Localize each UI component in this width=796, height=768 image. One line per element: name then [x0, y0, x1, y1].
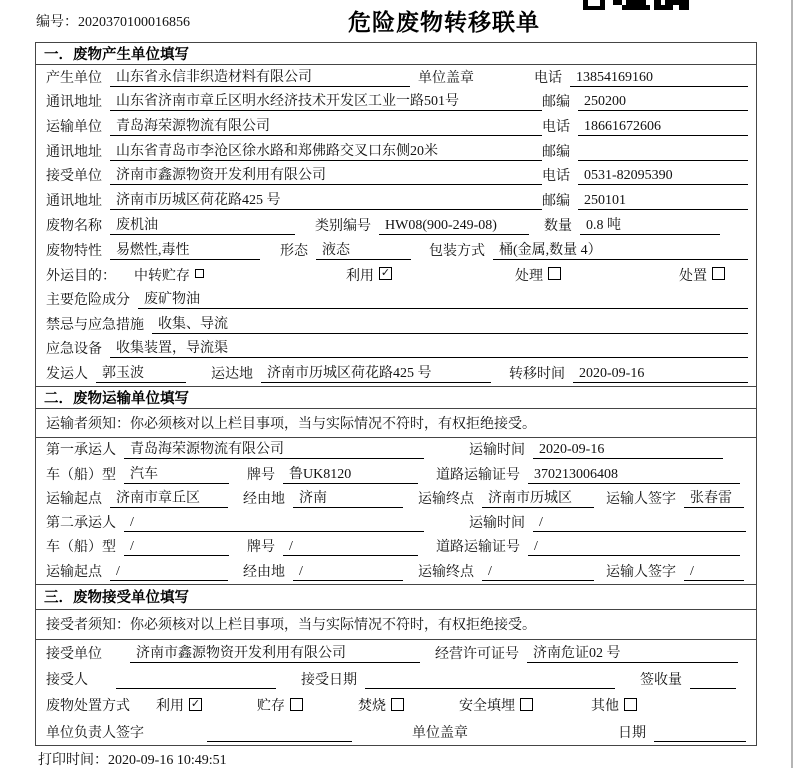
zip1-label: 邮编	[542, 95, 570, 111]
phone3-label: 电话	[542, 169, 570, 185]
phone2-value: 18661672606	[578, 119, 748, 136]
checkbox-icon	[520, 698, 533, 711]
plate1-label: 牌号	[247, 467, 275, 483]
addr3-label: 通讯地址	[46, 194, 102, 210]
carrier1-label: 第一承运人	[46, 443, 116, 459]
disposal-option-landfill	[459, 695, 533, 715]
quantity-value: 0.8 吨	[580, 214, 720, 235]
sign2-value: /	[684, 564, 744, 581]
disposal-option-label: 焚烧	[358, 699, 386, 715]
print-time-label: 打印时间：	[38, 753, 108, 768]
via2-value: /	[293, 564, 403, 581]
packing-value: 桶(金属,数量 4）	[493, 239, 748, 260]
end1-value: 济南市历城区	[482, 487, 594, 508]
carrier2-label: 第二承运人	[46, 516, 116, 532]
zip3-label: 邮编	[542, 194, 570, 210]
carrier1-value: 青岛海荣源物流有限公司	[124, 438, 424, 459]
purpose-label: 外运目的：	[46, 268, 116, 284]
transporter-row	[36, 114, 756, 139]
time1-value: 2020-09-16	[533, 442, 723, 459]
end1-label: 运输终点	[418, 491, 474, 507]
responsible-sign-row	[36, 719, 756, 745]
plate1-value: 鲁UK8120	[283, 463, 418, 484]
section3-header: 三．废物接受单位填写	[36, 584, 756, 610]
vehicle2-label: 车（船）型	[46, 540, 116, 556]
taboo-value: 收集、导流	[152, 313, 748, 334]
checkbox-icon	[391, 698, 404, 711]
addr1-label: 通讯地址	[46, 95, 102, 111]
purpose-option-utilize	[346, 265, 392, 285]
addr3-value: 济南市历城区荷花路425 号	[110, 189, 542, 210]
disposal-option-incinerate	[358, 695, 404, 715]
accept-unit-label: 接受单位	[46, 647, 102, 663]
road-cert2-value: /	[528, 539, 740, 556]
checkbox-icon	[548, 267, 561, 280]
addr2-label: 通讯地址	[46, 144, 102, 160]
accept-date-label: 接受日期	[301, 673, 357, 689]
vehicle2-row	[36, 535, 756, 559]
license-value: 济南危证02 号	[527, 642, 738, 663]
form-value: 液态	[316, 239, 411, 260]
disposal-option-label: 贮存	[257, 699, 285, 715]
time1-label: 运输时间	[469, 443, 525, 459]
via2-label: 经由地	[243, 564, 285, 580]
transfer-time-label: 转移时间	[509, 366, 565, 382]
seal-label: 单位盖章	[418, 70, 474, 86]
waste-characteristics-row	[36, 238, 756, 263]
qr-code-partial-icon	[583, 0, 689, 10]
via1-value: 济南	[293, 487, 403, 508]
unit-seal-label: 单位盖章	[412, 725, 468, 741]
emergency-equipment-row	[36, 337, 756, 362]
purpose-option-transfer-storage	[134, 265, 204, 285]
zip2-label: 邮编	[542, 144, 570, 160]
date-value	[654, 725, 746, 742]
waste-name-value: 废机油	[110, 214, 295, 235]
accept-date-value	[365, 672, 615, 689]
received-qty-label: 签收量	[640, 673, 682, 689]
checkbox-icon: ✓	[380, 267, 391, 280]
phone3-value: 0531-82095390	[578, 168, 748, 185]
disposal-label: 废物处置方式	[46, 699, 130, 715]
producer-label: 产生单位	[46, 70, 102, 86]
sign1-value: 张春雷	[684, 487, 744, 508]
quantity-label: 数量	[544, 218, 572, 234]
serial-number: 2020370100016856	[78, 15, 190, 30]
origin2-label: 运输起点	[46, 564, 102, 580]
zip3-value: 250101	[578, 193, 748, 210]
taboo-label: 禁忌与应急措施	[46, 317, 144, 333]
road-cert1-label: 道路运输证号	[436, 467, 520, 483]
transfer-manifest-form	[35, 42, 757, 746]
disposal-option-utilize	[156, 695, 202, 715]
acceptor-row	[36, 666, 756, 692]
origin2-value: /	[110, 564, 228, 581]
section1-header: 一．废物产生单位填写	[36, 43, 756, 65]
disposal-option-other	[591, 695, 637, 715]
origin1-label: 运输起点	[46, 491, 102, 507]
characteristics-value: 易燃性,毒性	[110, 239, 260, 260]
sign1-label: 运输人签字	[606, 491, 676, 507]
transporter-value: 青岛海荣源物流有限公司	[110, 115, 542, 136]
purpose-option-label: 处理	[515, 268, 543, 284]
print-time-value: 2020-09-16 10:49:51	[108, 753, 227, 768]
plate2-label: 牌号	[247, 540, 275, 556]
responsible-sign-value	[207, 725, 352, 742]
form-label: 形态	[280, 243, 308, 259]
shipper-row	[36, 361, 756, 386]
purpose-option-dispose	[679, 265, 725, 285]
receiver-value: 济南市鑫源物资开发利用有限公司	[110, 164, 542, 185]
vehicle1-value: 汽车	[124, 463, 229, 484]
phone2-label: 电话	[542, 120, 570, 136]
receiver-label: 接受单位	[46, 169, 102, 185]
checkbox-icon	[195, 269, 204, 278]
hazard-component-row	[36, 287, 756, 312]
shipper-value: 郭玉波	[96, 362, 186, 383]
accept-unit-value: 济南市鑫源物资开发利用有限公司	[130, 642, 420, 663]
hazard-value: 废矿物油	[138, 288, 748, 309]
route1-row	[36, 487, 756, 511]
category-value: HW08(900-249-08)	[379, 218, 529, 235]
serial-label: 编号：	[36, 15, 78, 30]
zip2-value	[578, 144, 748, 161]
transfer-time-value: 2020-09-16	[573, 366, 748, 383]
disposal-option-label: 安全填埋	[459, 699, 515, 715]
route2-row	[36, 559, 756, 583]
carrier1-row	[36, 438, 756, 462]
producer-address-row	[36, 90, 756, 115]
receiver-row	[36, 164, 756, 189]
received-qty-value	[690, 672, 736, 689]
end2-label: 运输终点	[418, 564, 474, 580]
vehicle1-label: 车（船）型	[46, 467, 116, 483]
destination-label: 运达地	[211, 366, 253, 382]
shipper-label: 发运人	[46, 366, 88, 382]
time2-value: /	[533, 515, 746, 532]
vehicle2-value: /	[124, 539, 229, 556]
date-label: 日期	[618, 725, 646, 741]
purpose-option-label: 利用	[346, 268, 374, 284]
waste-name-row	[36, 213, 756, 238]
purpose-row	[36, 263, 756, 288]
responsible-sign-label: 单位负责人签字	[46, 725, 144, 741]
hazard-label: 主要危险成分	[46, 292, 130, 308]
disposal-method-row	[36, 692, 756, 718]
road-cert2-label: 道路运输证号	[436, 540, 520, 556]
producer-value: 山东省永信非织造材料有限公司	[110, 66, 410, 87]
checkbox-icon	[624, 698, 637, 711]
addr1-value: 山东省济南市章丘区明水经济技术开发区工业一路501号	[110, 90, 542, 111]
origin1-value: 济南市章丘区	[110, 487, 228, 508]
carrier2-value: /	[124, 515, 424, 532]
carrier2-row	[36, 511, 756, 535]
disposal-option-storage	[257, 695, 303, 715]
transporter-label: 运输单位	[46, 120, 102, 136]
category-label: 类别编号	[315, 218, 371, 234]
disposal-option-label: 其他	[591, 699, 619, 715]
checkbox-icon: ✓	[190, 697, 201, 710]
plate2-value: /	[283, 539, 418, 556]
receiver-notice: 接受者须知：你必须核对以上栏目事项，当与实际情况不符时，有权拒绝接受。	[36, 610, 756, 640]
print-time-line	[38, 749, 227, 768]
producer-row	[36, 65, 756, 90]
page-title: 危险废物转移联单	[348, 9, 540, 35]
via1-label: 经由地	[243, 491, 285, 507]
equipment-label: 应急设备	[46, 342, 102, 358]
taboo-measures-row	[36, 312, 756, 337]
purpose-option-label: 处置	[679, 268, 707, 284]
phone1-label: 电话	[534, 70, 562, 86]
zip1-value: 250200	[578, 94, 748, 111]
addr2-value: 山东省青岛市李沧区徐水路和郑佛路交叉口东侧20米	[110, 140, 542, 161]
acceptor-value	[116, 672, 276, 689]
disposal-option-label: 利用	[156, 699, 184, 715]
page-edge-divider	[791, 0, 793, 768]
acceptor-label: 接受人	[46, 673, 88, 689]
purpose-option-treat	[515, 265, 561, 285]
purpose-option-label: 中转贮存	[134, 268, 190, 284]
vehicle1-row	[36, 462, 756, 486]
destination-value: 济南市历城区荷花路425 号	[261, 362, 491, 383]
road-cert1-value: 370213006408	[528, 467, 740, 484]
accept-unit-row	[36, 640, 756, 666]
time2-label: 运输时间	[469, 516, 525, 532]
checkbox-icon	[290, 698, 303, 711]
packing-label: 包装方式	[429, 243, 485, 259]
receiver-address-row	[36, 188, 756, 213]
transporter-notice: 运输者须知：你必须核对以上栏目事项，当与实际情况不符时，有权拒绝接受。	[36, 409, 756, 438]
license-label: 经营许可证号	[435, 647, 519, 663]
transporter-address-row	[36, 139, 756, 164]
checkbox-icon	[712, 267, 725, 280]
waste-name-label: 废物名称	[46, 218, 102, 234]
phone1-value: 13854169160	[570, 70, 748, 87]
sign2-label: 运输人签字	[606, 564, 676, 580]
equipment-value: 收集装置，导流渠	[110, 337, 748, 358]
characteristics-label: 废物特性	[46, 243, 102, 259]
end2-value: /	[482, 564, 594, 581]
section2-header: 二．废物运输单位填写	[36, 386, 756, 409]
